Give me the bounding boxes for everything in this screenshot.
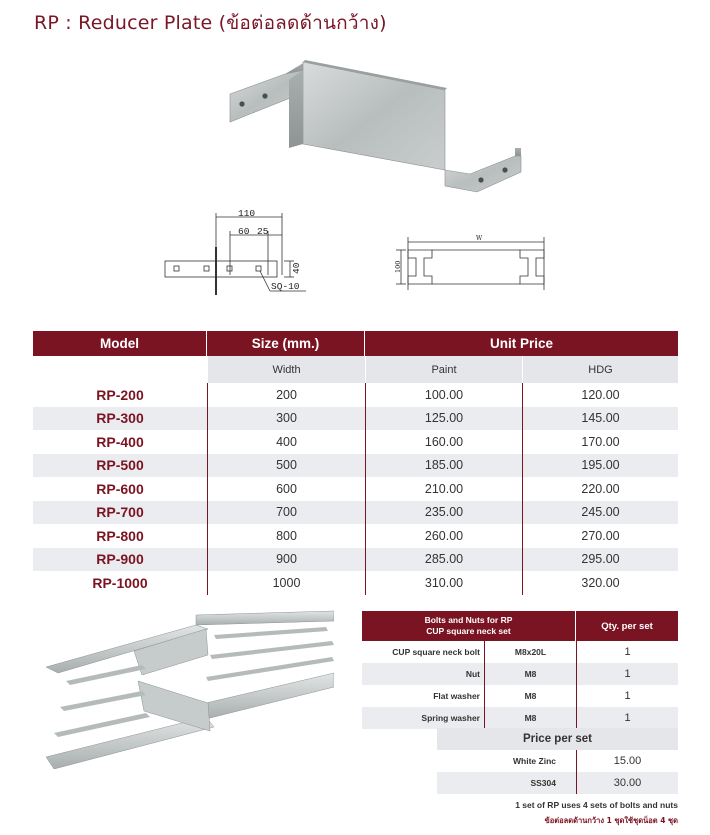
dim-110: 110 xyxy=(238,208,256,219)
header-model: Model xyxy=(33,331,207,356)
table-row: RP-200 200 100.00 120.00 xyxy=(33,383,678,407)
note-english: 1 set of RP uses 4 sets of bolts and nuts xyxy=(515,800,678,810)
dim-100: 100 xyxy=(394,260,402,273)
cable-ladder-image xyxy=(46,607,334,772)
table-row: RP-700 700 235.00 245.00 xyxy=(33,501,678,525)
price-table xyxy=(33,331,678,595)
price-table-header xyxy=(33,331,678,356)
table-row: RP-900 900 285.00 295.00 xyxy=(33,548,678,572)
table-row: RP-1000 1000 310.00 320.00 xyxy=(33,571,678,595)
bolts-table-header xyxy=(362,611,678,641)
dim-25: 25 xyxy=(257,226,269,237)
bolts-header-qty: Qty. per set xyxy=(601,620,653,632)
reducer-plate-image xyxy=(215,52,535,200)
dim-40: 40 xyxy=(291,262,302,274)
subheader-hdg: HDG xyxy=(522,356,678,383)
dim-sq10: SQ-10 xyxy=(271,281,300,292)
header-unit-price: Unit Price xyxy=(489,336,554,351)
table-row: RP-500 500 185.00 195.00 xyxy=(33,454,678,478)
table-row: SS304 30.00 xyxy=(437,772,678,794)
price-per-set-header: Price per set xyxy=(437,728,678,750)
table-row: RP-400 400 160.00 170.00 xyxy=(33,430,678,454)
table-row: White Zinc 15.00 xyxy=(437,750,678,772)
header-size: Size (mm.) xyxy=(207,331,365,356)
dim-w: W xyxy=(476,235,483,242)
top-dimension-drawing xyxy=(392,228,554,294)
bolts-table xyxy=(362,611,678,729)
note-thai: ข้อต่อลดด้านกว้าง 1 ชุดใช้ชุดน็อต 4 ชุด xyxy=(544,816,678,825)
table-row: CUP square neck bolt M8x20L 1 xyxy=(362,641,678,663)
side-dimension-drawing xyxy=(160,205,310,300)
table-row: Flat washer M8 1 xyxy=(362,685,678,707)
subheader-paint: Paint xyxy=(365,356,522,383)
table-row: Nut M8 1 xyxy=(362,663,678,685)
table-row: RP-600 600 210.00 220.00 xyxy=(33,477,678,501)
bolts-header-line2: CUP square neck set xyxy=(426,626,511,636)
table-row: RP-800 800 260.00 270.00 xyxy=(33,524,678,548)
bolts-header-line1: Bolts and Nuts for RP xyxy=(424,615,513,625)
page-title: RP : Reducer Plate (ข้อต่อลดด้านกว้าง) xyxy=(34,12,387,34)
subheader-width: Width xyxy=(207,356,365,383)
price-table-subheader xyxy=(33,356,678,383)
table-row: RP-300 300 125.00 145.00 xyxy=(33,407,678,431)
dim-60: 60 xyxy=(238,226,250,237)
table-row: Spring washer M8 1 xyxy=(362,707,678,729)
